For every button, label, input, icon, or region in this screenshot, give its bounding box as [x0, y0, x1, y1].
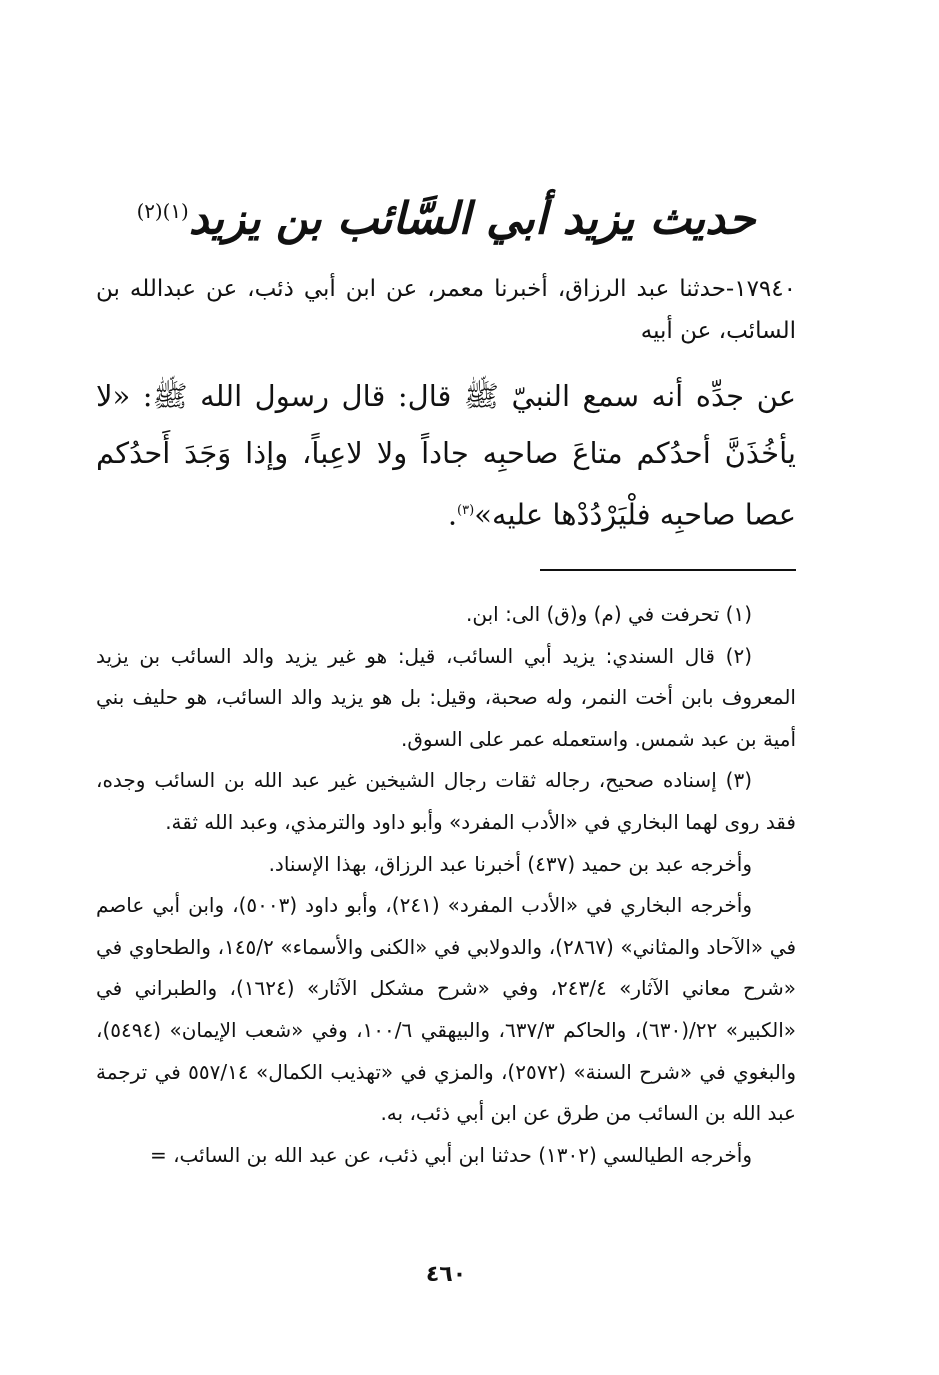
footnotes [96, 594, 796, 1176]
hadith-matn [96, 368, 796, 544]
footnote-3-takhrij-1: وأخرجه عبد بن حميد (٤٣٧) أخبرنا عبد الرزاق، بهذا الإسناد. [268, 851, 752, 876]
footnote-3: (٣) إسناده صحيح، رجاله ثقات رجال الشيخين غير عبد الله بن السائب وجده، فقد روى لهما البخاري في «الأدب المفرد» وأبو داود والترمذي، وعبد الله ثقة. [96, 768, 796, 834]
footnote-2: (٢) قال السندي: يزيد أبي السائب، قيل: هو غير يزيد والد السائب بن يزيد المعروف بابن أخت النمر، وله صحبة، وقيل: بل هو يزيد والد السائب، هو حليف بني أمية بن عبد شمس. واستعمله عمر على السوق. [96, 643, 796, 751]
footnote-3-takhrij-3: وأخرجه الطيالسي (١٣٠٢) حدثنا ابن أبي ذئب، عن عبد الله بن السائب، = [149, 1142, 752, 1167]
title-footnote-2: (٢) [136, 200, 163, 223]
hadith-matn-text: عن جدِّه أنه سمع النبيّ ﷺ قال: قال رسول الله ﷺ: «لا يأخُذَنَّ أحدُكم متاعَ صاحبِه جاداً ولا لاعِباً، وإذا وَجَدَ أَحدُكم عصا صاحبِه فلْيَرْدُدْها عليه» [96, 379, 796, 532]
matn-end-mark: . [447, 497, 458, 532]
book-page [96, 0, 796, 1375]
page-number: ٤٦٠ [425, 1262, 467, 1287]
hadith-isnad: ١٧٩٤٠-حدثنا عبد الرزاق، أخبرنا معمر، عن ابن أبي ذئب، عن عبدالله بن السائب، عن أبيه [96, 276, 796, 344]
chapter-title [96, 182, 796, 250]
footnote-3-takhrij-2: وأخرجه البخاري في «الأدب المفرد» (٢٤١)، وأبو داود (٥٠٠٣)، وابن أبي عاصم في «الآحاد والمثاني» (٢٨٦٧)، والدولابي في «الكنى والأسماء» ١٤٥/٢، والطحاوي في «شرح معاني الآثار» ٢٤٣/٤، وفي «شرح مشكل الآثار» (١٦٢٤)، والطبراني في «الكبير» ٢٢/(٦٣٠)، والحاكم ٦٣٧/٣، والبيهقي ١٠٠/٦، وفي «شعب الإيمان» (٥٤٩٤)، والبغوي في «شرح السنة» (٢٥٧٢)، والمزي في «تهذيب الكمال» ٥٥٧/١٤ في ترجمة عبد الله بن السائب من طرق عن ابن أبي ذئب، به. [96, 893, 797, 1126]
matn-footnote-ref: (٣) [457, 503, 475, 518]
footnote-divider [540, 569, 796, 571]
footnote-1: (١) تحرفت في (م) و(ق) الى: ابن. [466, 602, 752, 626]
chapter-title-text: حديث يزيد أبي السَّائب بن يزيد [188, 193, 756, 245]
title-footnote-1: (١) [162, 200, 189, 223]
